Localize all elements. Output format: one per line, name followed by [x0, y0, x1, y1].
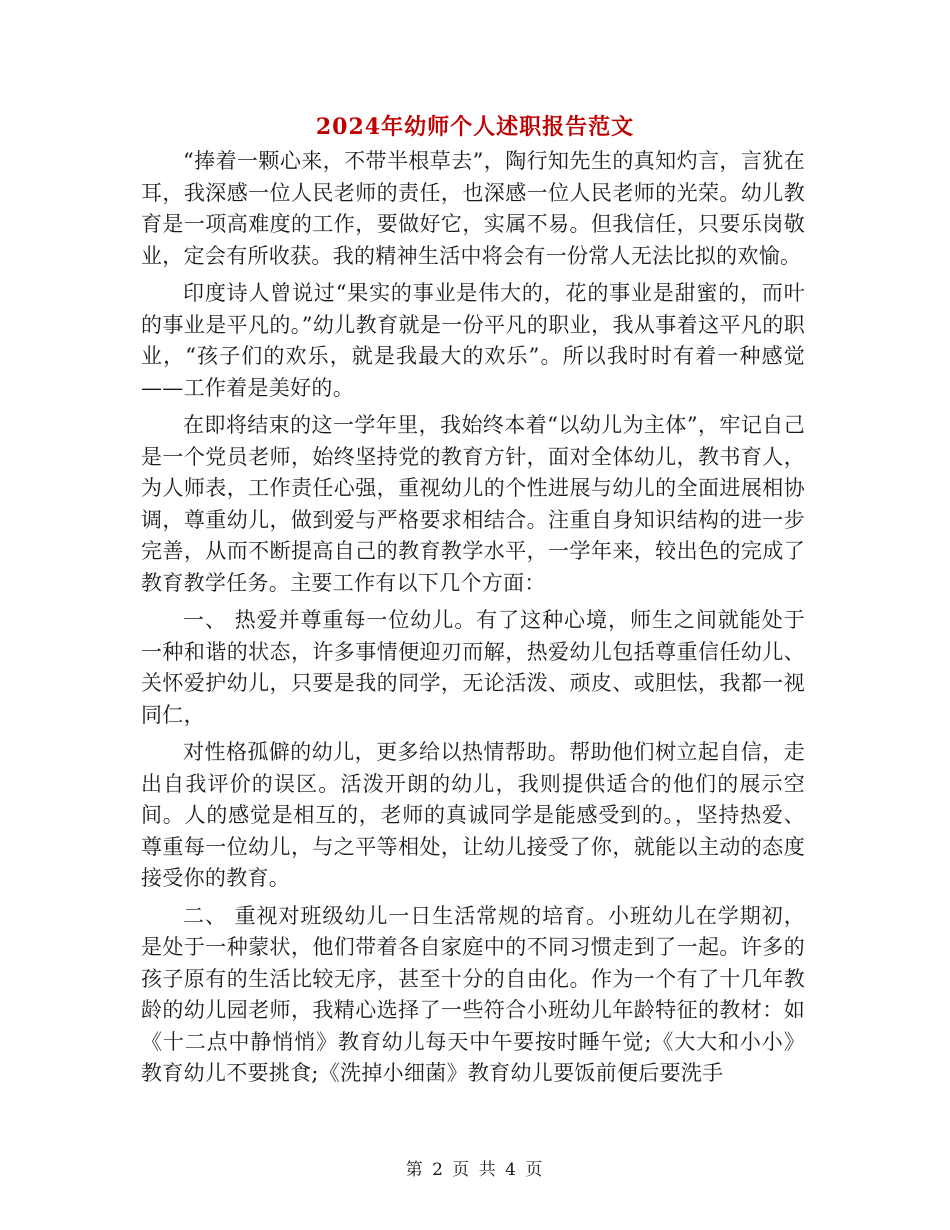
paragraph-3: 在即将结束的这一学年里，我始终本着“以幼儿为主体”，牢记自己是一个党员老师，始终坚持党的教育方针，面对全体幼儿，教书育人，为人师表，工作责任心强，重视幼儿的个性进展与幼儿的全面进展相协调，尊重幼儿，做到爱与严格要求相结合。注重自身知识结构的进一步完善，从而不断提高自己的教育教学水平，一学年来，较出色的完成了教育教学任务。主要工作有以下几个方面： [141, 413, 805, 595]
page-number-footer: 第 2 页 共 4 页 [405, 1160, 545, 1180]
paragraph-5: 对性格孤僻的幼儿，更多给以热情帮助。帮助他们树立起自信，走出自我评价的误区。活泼开朗的幼儿，我则提供适合的他们的展示空间。人的感觉是相互的，老师的真诚同学是能感受到的。，坚持热爱、尊重每一位幼儿，与之平等相处，让幼儿接受了你，就能以主动的态度接受你的教育。 [141, 740, 805, 890]
paragraph-6: 二、 重视对班级幼儿一日生活常规的培育。小班幼儿在学期初，是处于一种蒙状，他们带着各自家庭中的不同习惯走到了一起。许多的孩子原有的生活比较无序，甚至十分的自由化。作为一个有了十几年教龄的幼儿园老师，我精心选择了一些符合小班幼儿年龄特征的教材：如《十二点中静悄悄》教育幼儿每天中午要按时睡午觉;《大大和小小》教育幼儿不要挑食;《洗掉小细菌》教育幼儿要饭前便后要洗手 [141, 903, 805, 1085]
paragraph-1: “捧着一颗心来，不带半根草去”，陶行知先生的真知灼言，言犹在耳，我深感一位人民老师的责任，也深感一位人民老师的光荣。幼儿教育是一项高难度的工作，要做好它，实属不易。但我信任，只要乐岗敬业，定会有所收获。我的精神生活中将会有一份常人无法比拟的欢愉。 [141, 149, 805, 268]
paragraph-4: 一、 热爱并尊重每一位幼儿。有了这种心境，师生之间就能处于一种和谐的状态，许多事情便迎刃而解，热爱幼儿包括尊重信任幼儿、关怀爱护幼儿，只要是我的同学，无论活泼、顽皮、或胆怯，我都一视同仁， [141, 608, 805, 727]
document-title: 2024年幼师个人述职报告范文 [315, 114, 635, 140]
document-body [141, 146, 805, 1096]
paragraph-2: 印度诗人曾说过“果实的事业是伟大的，花的事业是甜蜜的，而叶的事业是平凡的。”幼儿教育就是一份平凡的职业，我从事着这平凡的职业，“孩子们的欢乐，就是我最大的欢乐”。所以我时时有着一种感觉——工作着是美好的。 [141, 281, 805, 400]
